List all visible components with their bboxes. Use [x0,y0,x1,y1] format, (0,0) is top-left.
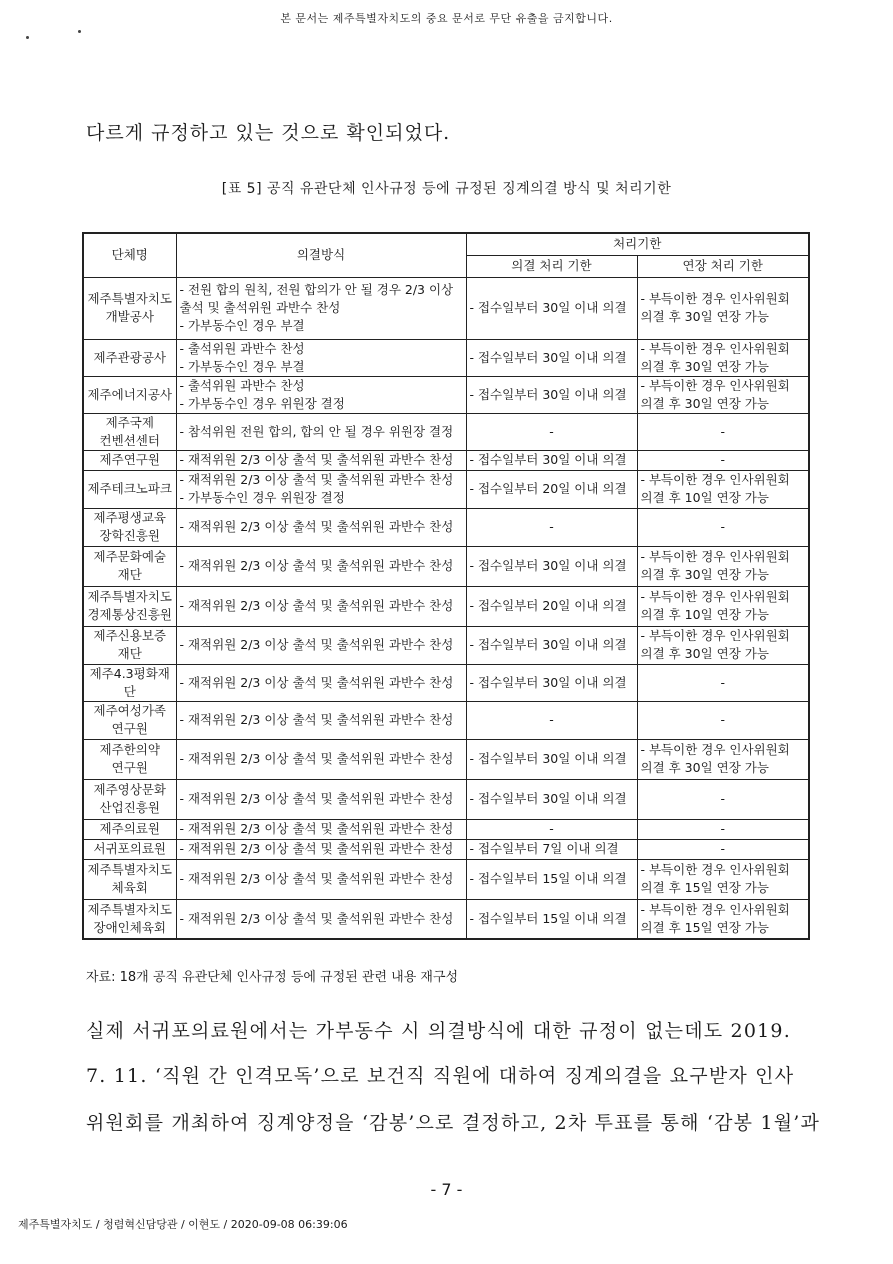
cell-decision: - 접수일부터 30일 이내 의결 [466,339,637,376]
cell-method [176,450,466,470]
paragraph-line: 실제 서귀포의료원에서는 가부동수 시 의결방식에 대한 규정이 없는데도 2019. [86,1020,791,1042]
cell-org-line: 산업진흥원 [99,800,160,815]
table-row [83,586,809,626]
cell-extension-line: - 부득이한 경우 인사위원회 [640,628,790,643]
cell-org-line: 제주평생교육 [93,510,166,525]
table-row [83,739,809,779]
cell-org-line: 제주에너지공사 [87,386,173,402]
scan-mark [26,36,29,39]
table-row [83,450,809,470]
cell-method-line: - 재적위원 2/3 이상 출석 및 출석위원 과반수 찬성 [179,791,454,806]
cell-method-line: - 출석위원 과반수 찬성 [179,340,305,356]
cell-org [83,470,176,508]
cell-method-line: - 재적위원 2/3 이상 출석 및 출석위원 과반수 찬성 [179,821,454,836]
cell-org-line: 체육회 [111,880,148,895]
cell-org [83,664,176,701]
cell-extension-line: 의결 후 15일 연장 가능 [640,880,769,895]
header-method: 의결방식 [176,233,466,277]
cell-org-line: 제주국제 [105,414,154,430]
cell-org [83,839,176,859]
cell-org-line: 제주관광공사 [93,349,166,365]
cell-method [176,546,466,586]
cell-method-line: - 재적위원 2/3 이상 출석 및 출석위원 과반수 찬성 [179,674,454,690]
table-row [83,701,809,739]
cell-extension-line: - [720,712,725,727]
cell-extension-line: 의결 후 30일 연장 가능 [640,646,769,661]
cell-org [83,277,176,339]
cell-org-line: 연구원 [111,721,148,736]
cell-org [83,586,176,626]
cell-org-line: 제주특별자치도 [87,901,173,917]
cell-org-line: 제주특별자치도 [87,589,173,604]
scan-mark [78,30,81,33]
cell-decision: - 접수일부터 30일 이내 의결 [466,664,637,701]
cell-org-line: 재단 [117,646,142,661]
cell-extension-line: - 부득이한 경우 인사위원회 [640,549,790,564]
cell-org-line: 장애인체육회 [93,919,166,935]
cell-method-line: - 재적위원 2/3 이상 출석 및 출석위원 과반수 찬성 [179,712,454,727]
paragraph-line: 7. 11. ‘직원 간 인격모독’으로 보건직 직원에 대하여 징계의결을 요구받자 인사 [86,1065,795,1087]
cell-org-line: 제주문화예술 [93,549,166,564]
cell-extension [637,470,809,508]
cell-method [176,339,466,376]
table-row [83,779,809,819]
cell-org-line: 경제통상진흥원 [87,607,173,622]
cell-method-line: - 가부동수인 경우 위원장 결정 [179,490,345,505]
cell-extension [637,277,809,339]
cell-org [83,899,176,939]
cell-extension-line: 의결 후 10일 연장 가능 [640,607,769,622]
cell-method [176,839,466,859]
cell-org-line: 개발공사 [105,309,154,324]
confidentiality-notice: 본 문서는 제주특별자치도의 중요 문서로 무단 유출을 금지합니다. [280,12,613,25]
cell-method-line: - 출석위원 과반수 찬성 [179,377,305,393]
cell-extension-line: - 부득이한 경우 인사위원회 [640,291,790,306]
table-row [83,277,809,339]
cell-decision: - 접수일부터 20일 이내 의결 [466,470,637,508]
cell-extension-line: 의결 후 30일 연장 가능 [640,358,769,374]
cell-org-line: 장학진흥원 [99,528,160,543]
cell-method [176,899,466,939]
cell-org-line: 제주연구원 [99,452,160,467]
cell-org [83,819,176,839]
cell-method [176,508,466,546]
discipline-table [82,232,810,940]
cell-decision: - [466,819,637,839]
cell-extension-line: - [720,821,725,836]
cell-decision: - [466,413,637,450]
cell-method-line: - 재적위원 2/3 이상 출석 및 출석위원 과반수 찬성 [179,452,454,467]
cell-org [83,546,176,586]
cell-method-line: - 재적위원 2/3 이상 출석 및 출석위원 과반수 찬성 [179,637,454,652]
cell-org [83,339,176,376]
cell-method [176,470,466,508]
cell-extension-line: 의결 후 30일 연장 가능 [640,309,769,324]
cell-org [83,739,176,779]
cell-org-line: 제주의료원 [99,821,160,836]
cell-method [176,376,466,413]
cell-decision: - 접수일부터 30일 이내 의결 [466,546,637,586]
cell-extension-line: - [720,452,725,467]
cell-org [83,450,176,470]
cell-decision: - 접수일부터 30일 이내 의결 [466,626,637,664]
cell-org-line: 재단 [117,567,142,582]
cell-org [83,376,176,413]
cell-org-line: 제주영상문화 [93,782,166,797]
cell-method [176,819,466,839]
cell-extension-line: - 부득이한 경우 인사위원회 [640,901,790,917]
header-deadline: 처리기한 [466,233,809,255]
cell-org [83,413,176,450]
cell-method [176,739,466,779]
cell-extension [637,701,809,739]
cell-decision: - 접수일부터 30일 이내 의결 [466,450,637,470]
cell-org [83,859,176,899]
table-row [83,839,809,859]
footer-text: 제주특별자치도 / 청렴혁신담당관 / 이현도 / 2020-09-08 06:39:06 [18,1218,348,1231]
table-row [83,546,809,586]
cell-decision: - 접수일부터 30일 이내 의결 [466,739,637,779]
cell-decision: - 접수일부터 30일 이내 의결 [466,277,637,339]
cell-org-line: 연구원 [111,760,148,775]
cell-extension-line: - 부득이한 경우 인사위원회 [640,742,790,757]
cell-extension [637,859,809,899]
cell-extension-line: - 부득이한 경우 인사위원회 [640,377,790,393]
cell-extension-line: - 부득이한 경우 인사위원회 [640,340,790,356]
cell-method-line: - 재적위원 2/3 이상 출석 및 출석위원 과반수 찬성 [179,558,454,573]
cell-org-line: 서귀포의료원 [93,841,166,856]
cell-method [176,859,466,899]
cell-method [176,413,466,450]
cell-extension [637,779,809,819]
lead-text: 다르게 규정하고 있는 것으로 확인되었다. [86,122,451,144]
cell-decision: - 접수일부터 15일 이내 의결 [466,859,637,899]
table-row [83,508,809,546]
cell-decision: - [466,508,637,546]
header-org: 단체명 [83,233,176,277]
cell-extension [637,508,809,546]
cell-method [176,586,466,626]
cell-extension-line: 의결 후 30일 연장 가능 [640,395,769,411]
cell-extension-line: - 부득이한 경우 인사위원회 [640,862,790,877]
table-row [83,899,809,939]
cell-decision: - [466,701,637,739]
cell-method-line: - 재적위원 2/3 이상 출석 및 출석위원 과반수 찬성 [179,841,454,856]
table-row [83,664,809,701]
table-caption: [표 5] 공직 유관단체 인사규정 등에 규정된 징계의결 방식 및 처리기한 [221,181,672,197]
cell-method-line: - 재적위원 2/3 이상 출석 및 출석위원 과반수 찬성 [179,472,454,487]
cell-extension [637,626,809,664]
cell-org [83,508,176,546]
cell-method-line: - 가부동수인 경우 부결 [179,358,305,374]
cell-method-line: - 참석위원 전원 합의, 합의 안 될 경우 위원장 결정 [179,423,454,439]
cell-org-line: 제주4.3평화재단 [89,665,170,699]
cell-extension [637,339,809,376]
cell-method [176,664,466,701]
cell-extension-line: - [720,423,725,439]
cell-decision: - 접수일부터 30일 이내 의결 [466,779,637,819]
cell-method [176,277,466,339]
cell-decision: - 접수일부터 15일 이내 의결 [466,899,637,939]
cell-org [83,626,176,664]
cell-method-line: - 전원 합의 원칙, 전원 합의가 안 될 경우 2/3 이상 [179,282,454,297]
cell-method-line: 출석 및 출석위원 과반수 찬성 [179,300,341,315]
cell-extension-line: - 부득이한 경우 인사위원회 [640,472,790,487]
cell-extension [637,899,809,939]
cell-extension [637,839,809,859]
cell-extension-line: - [720,841,725,856]
cell-method-line: - 재적위원 2/3 이상 출석 및 출석위원 과반수 찬성 [179,871,454,886]
cell-extension [637,413,809,450]
table-row [83,626,809,664]
cell-decision: - 접수일부터 7일 이내 의결 [466,839,637,859]
cell-org-line: 제주신용보증 [93,628,166,643]
cell-extension-line: - 부득이한 경우 인사위원회 [640,589,790,604]
cell-org-line: 제주특별자치도 [87,862,173,877]
cell-method [176,779,466,819]
page-number: - 7 - [430,1180,463,1199]
cell-method-line: - 재적위원 2/3 이상 출석 및 출석위원 과반수 찬성 [179,519,454,534]
cell-method [176,701,466,739]
table-row [83,339,809,376]
header-extension: 연장 처리 기한 [637,255,809,277]
cell-extension [637,819,809,839]
cell-extension [637,450,809,470]
table-row [83,859,809,899]
cell-decision: - 접수일부터 30일 이내 의결 [466,376,637,413]
cell-method [176,626,466,664]
table-row [83,470,809,508]
cell-method-line: - 재적위원 2/3 이상 출석 및 출석위원 과반수 찬성 [179,910,454,926]
cell-org [83,779,176,819]
cell-extension [637,739,809,779]
cell-extension [637,376,809,413]
cell-org-line: 컨벤션센터 [99,432,160,448]
cell-extension-line: 의결 후 30일 연장 가능 [640,567,769,582]
cell-org-line: 제주특별자치도 [87,291,173,306]
cell-extension [637,664,809,701]
cell-extension-line: - [720,674,725,690]
cell-method-line: - 가부동수인 경우 부결 [179,318,305,333]
cell-extension [637,586,809,626]
cell-extension [637,546,809,586]
cell-extension-line: - [720,519,725,534]
cell-org-line: 제주여성가족 [93,703,166,718]
cell-org-line: 제주테크노파크 [87,481,173,496]
cell-method-line: - 가부동수인 경우 위원장 결정 [179,395,345,411]
table-row [83,819,809,839]
cell-org-line: 제주한의약 [99,742,160,757]
table-row [83,413,809,450]
cell-extension-line: 의결 후 15일 연장 가능 [640,919,769,935]
cell-method-line: - 재적위원 2/3 이상 출석 및 출석위원 과반수 찬성 [179,598,454,613]
table-row [83,376,809,413]
cell-org [83,701,176,739]
cell-decision: - 접수일부터 20일 이내 의결 [466,586,637,626]
cell-method-line: - 재적위원 2/3 이상 출석 및 출석위원 과반수 찬성 [179,751,454,766]
cell-extension-line: - [720,791,725,806]
paragraph-line: 위원회를 개최하여 징계양정을 ‘감봉’으로 결정하고, 2차 투표를 통해 ‘감봉 1월’과 [86,1112,821,1134]
header-decision: 의결 처리 기한 [466,255,637,277]
cell-extension-line: 의결 후 30일 연장 가능 [640,760,769,775]
source-note: 자료: 18개 공직 유관단체 인사규정 등에 규정된 관련 내용 재구성 [86,970,459,985]
cell-extension-line: 의결 후 10일 연장 가능 [640,490,769,505]
